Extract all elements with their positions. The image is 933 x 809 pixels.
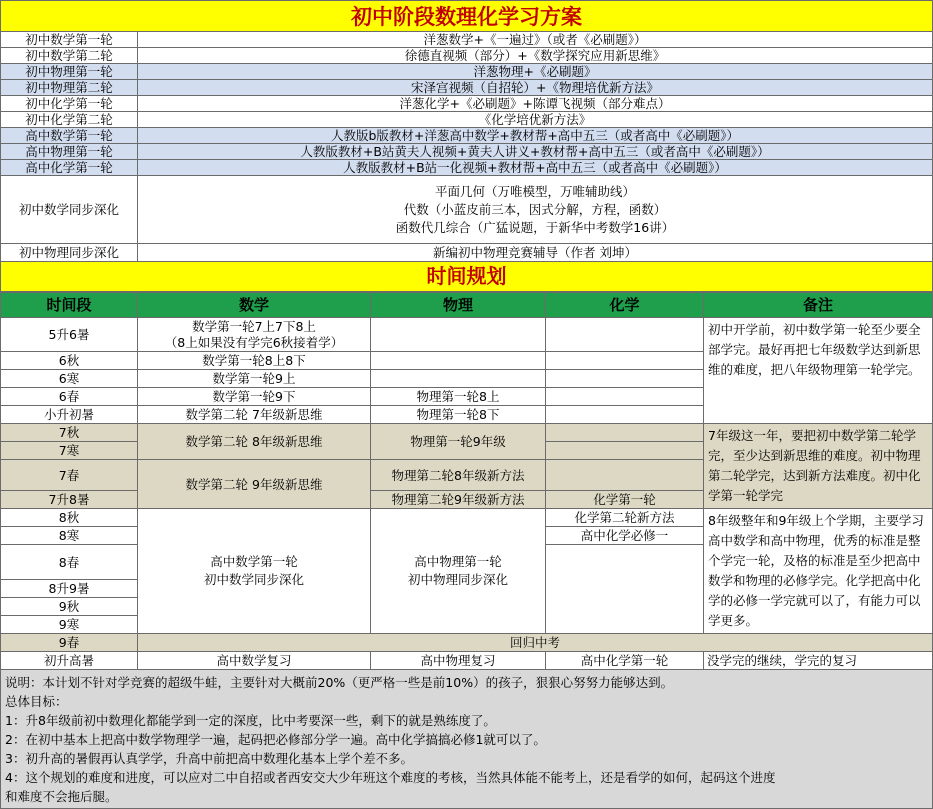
schedule-table [0,292,933,670]
physics-sync-content: 新编初中物理竞赛辅导（作者 刘坤） [138,244,933,262]
period-cell: 8春 [1,545,138,580]
period-cell: 初升高暑 [1,652,138,670]
physics-cell: 物理第一轮8上 [371,388,546,406]
physics-cell: 物理第二轮8年级新方法 [371,460,546,491]
physics-cell [371,509,546,634]
period-cell: 小升初暑 [1,406,138,424]
physics-cell: 物理第二轮9年级新方法 [371,491,546,509]
plan-row-label: 初中物理第一轮 [1,64,138,80]
footer-notes [0,670,933,809]
footer-line: 总体目标： [5,694,68,709]
notes-cell: 初中开学前，初中数学第一轮至少要全部学完。最好再把七年级数学达到新思维的难度，把八年级物理第一轮学完。 [704,318,933,424]
physics-cell [371,318,546,352]
plan-row-label: 初中化学第二轮 [1,112,138,128]
chemistry-cell: 高中化学第一轮 [546,652,704,670]
math-cell [138,318,371,352]
period-cell: 9春 [1,634,138,652]
plan-row-label: 初中数学第二轮 [1,48,138,64]
physics-cell: 物理第一轮8下 [371,406,546,424]
plan-row-label: 高中化学第一轮 [1,160,138,176]
chemistry-cell [546,460,704,491]
footer-line: 和难度不会拖后腿。 [5,789,118,804]
chemistry-cell: 高中化学必修一 [546,527,704,545]
period-cell: 8秋 [1,509,138,527]
period-cell: 6秋 [1,352,138,370]
header-math: 数学 [138,293,371,318]
math-cell: 数学第二轮 9年级新思维 [138,460,371,509]
plan-row-label: 高中物理第一轮 [1,144,138,160]
period-cell: 8寒 [1,527,138,545]
math-sync-line: 平面几何（万唯模型，万唯辅助线） [434,183,635,199]
main-title: 初中阶段数理化学习方案 [1,1,933,32]
math-cell: 高中数学复习 [138,652,371,670]
header-chemistry: 化学 [546,293,704,318]
plan-row-content: 徐德直视频（部分）+《数学探究应用新思维》 [138,48,933,64]
header-period: 时间段 [1,293,138,318]
plan-row-label: 初中化学第一轮 [1,96,138,112]
plan-row-content: 洋葱化学+《必刷题》+陈谭飞视频（部分难点） [138,96,933,112]
plan-row [1,64,933,80]
footer-line: 说明：本计划不针对学竞赛的超级牛蛙，主要针对大概前20%（更严格一些是前10%）的孩子，狠狠心努努力能够达到。 [5,675,674,690]
plan-row [1,48,933,64]
plan-row-content: 《化学培优新方法》 [138,112,933,128]
plan-row-content: 人教版教材+B站黄夫人视频+黄夫人讲义+教材帮+高中五三（或者高中《必刷题》） [138,144,933,160]
math-sync-line: 代数（小蓝皮前三本，因式分解，方程，函数） [403,201,667,217]
physics-cell-line: 高中物理第一轮 [414,554,502,569]
math-cell-line: 高中数学第一轮 [210,554,298,569]
math-cell: 数学第一轮8上8下 [138,352,371,370]
period-cell: 9秋 [1,598,138,616]
math-cell: 数学第一轮9上 [138,370,371,388]
plan-row-content: 人教版b版教材+洋葱高中数学+教材帮+高中五三（或者高中《必刷题》） [138,128,933,144]
period-cell: 7寒 [1,442,138,460]
plan-row [1,112,933,128]
math-sync-content [138,176,933,244]
chemistry-cell: 化学第一轮 [546,491,704,509]
footer-line: 1：升8年级前初中数理化都能学到一定的深度，比中考要深一些，剩下的就是熟练度了。 [5,713,496,728]
header-physics: 物理 [371,293,546,318]
math-sync-line: 函数代几综合（广猛说题，于新华中考数学16讲） [395,219,675,235]
plan-row [1,144,933,160]
chemistry-cell [546,318,704,352]
math-cell: 数学第二轮 7年级新思维 [138,406,371,424]
chemistry-cell [546,545,704,634]
plan-row-content: 洋葱数学+《一遍过》（或者《必刷题》） [138,32,933,48]
plan-row-content: 宋泽宫视频（自招轮）+《物理培优新方法》 [138,80,933,96]
period-cell: 9寒 [1,616,138,634]
plan-row-content: 人教版教材+B站一化视频+教材帮+高中五三（或者高中《必刷题》） [138,160,933,176]
footer-line: 3：初升高的暑假再认真学学，升高中前把高中数理化基本上学个差不多。 [5,751,413,766]
math-cell-line: 初中数学同步深化 [203,572,304,587]
math-cell: 数学第一轮9下 [138,388,371,406]
plan-row [1,128,933,144]
notes-cell: 8年级整年和9年级上个学期，主要学习高中数学和高中物理，优秀的标准是整个学完一轮，及格的标准是至少把高中数学和物理的必修学完。化学把高中化学的必修一学完就可以了，有能力可以学更多。 [704,509,933,634]
math-cell-line: 数学第一轮7上7下8上 [192,318,316,334]
plan-row [1,160,933,176]
chemistry-cell [546,370,704,388]
period-cell: 7春 [1,460,138,491]
math-cell: 数学第二轮 8年级新思维 [138,424,371,460]
period-cell: 6春 [1,388,138,406]
plan-table [0,0,933,292]
chemistry-cell [546,352,704,370]
period-cell: 6寒 [1,370,138,388]
physics-sync-label: 初中物理同步深化 [1,244,138,262]
plan-row [1,32,933,48]
plan-row-label: 初中数学第一轮 [1,32,138,48]
math-cell-line: （8上如果没有学完6秋接着学） [164,334,344,350]
physics-cell [371,352,546,370]
schedule-title: 时间规划 [1,262,933,292]
chemistry-cell [546,442,704,460]
plan-row [1,80,933,96]
chemistry-cell [546,406,704,424]
header-notes: 备注 [704,293,933,318]
plan-row [1,96,933,112]
physics-cell: 物理第一轮9年级 [371,424,546,460]
chemistry-cell [546,388,704,406]
plan-row-content: 洋葱物理+《必刷题》 [138,64,933,80]
plan-row-label: 初中物理第二轮 [1,80,138,96]
period-cell: 8升9暑 [1,580,138,598]
footer-line: 2：在初中基本上把高中数学物理学一遍，起码把必修部分学一遍。高中化学搞搞必修1就可以了。 [5,732,546,747]
review-cell: 回归中考 [138,634,933,652]
physics-cell: 高中物理复习 [371,652,546,670]
physics-cell [371,370,546,388]
math-sync-label: 初中数学同步深化 [1,176,138,244]
chemistry-cell: 化学第二轮新方法 [546,509,704,527]
period-cell: 7升8暑 [1,491,138,509]
notes-cell: 没学完的继续，学完的复习 [704,652,933,670]
period-cell: 5升6暑 [1,318,138,352]
notes-cell: 7年级这一年，要把初中数学第二轮学完，至少达到新思维的难度。初中物理第二轮学完，达到新方法难度。初中化学第一轮学完 [704,424,933,509]
period-cell: 7秋 [1,424,138,442]
plan-row-label: 高中数学第一轮 [1,128,138,144]
footer-line: 4：这个规划的难度和进度，可以应对二中自招或者西安交大少年班这个难度的考核，当然具体能不能考上，还是看学的如何，起码这个进度 [5,770,776,785]
physics-cell-line: 初中物理同步深化 [407,572,508,587]
math-cell [138,509,371,634]
chemistry-cell [546,424,704,442]
